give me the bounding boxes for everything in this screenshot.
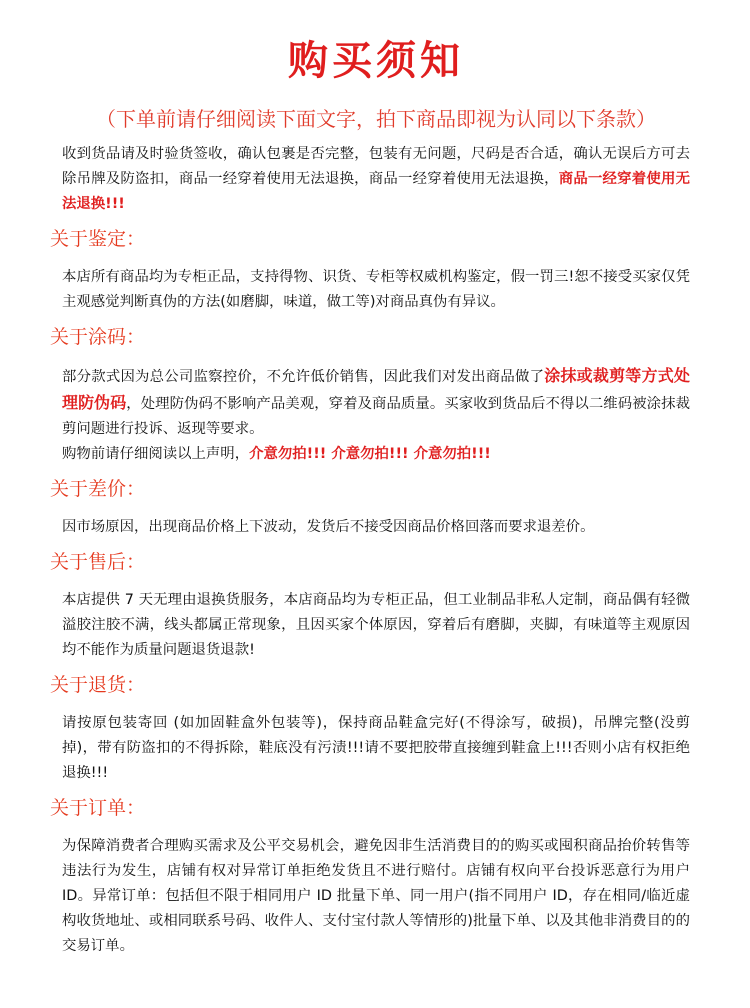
price-text: 因市场原因，出现商品价格上下波动，发货后不接受因商品价格回落而要求退差价。 bbox=[62, 519, 595, 535]
code-text-1: 部分款式因为总公司监察控价，不允许低价销售，因此我们对发出商品做了 bbox=[62, 369, 545, 385]
code-emphasis-2: 介意勿拍!!! 介意勿拍!!! 介意勿拍!!! bbox=[249, 446, 491, 462]
intro-emphasis: 商品一经穿着使用无法退换!!! bbox=[62, 171, 690, 212]
returns-heading: 关于退货： bbox=[50, 674, 146, 696]
returns-text: 请按原包装寄回 (如加固鞋盒外包装等)，保持商品鞋盒完好(不得涂写，破损)，吊牌完整(没剪掉)，带有防盗扣的不得拆除，鞋底没有污渍!!!请不要把胶带直接缠到鞋盒上!!!否则小店有权拒绝退换!!! bbox=[62, 715, 690, 781]
code-heading: 关于涂码： bbox=[50, 326, 146, 348]
code-emphasis-1: 涂抹或裁剪等方式处理防伪码 bbox=[62, 366, 690, 412]
page-subtitle: （下单前请仔细阅读下面文字，拍下商品即视为认同以下条款） bbox=[96, 107, 656, 131]
appraisal-heading: 关于鉴定： bbox=[50, 228, 146, 250]
after-sales-heading: 关于售后： bbox=[50, 551, 146, 573]
intro-paragraph bbox=[62, 142, 690, 217]
code-text-3: 购物前请仔细阅读以上声明， bbox=[62, 446, 250, 462]
price-heading: 关于差价： bbox=[50, 478, 146, 500]
orders-text: 为保障消费者合理购买需求及公平交易机会，避免因非生活消费目的的购买或囤积商品抬价转售等违法行为发生，店铺有权对异常订单拒绝发货且不进行赔付。店铺有权向平台投诉恶意行为用户 ID。异常订单：包括但不限于相同用户 ID 批量下单、同一用户(指不同用户 ID，存在相同/临近虚构收货地址、或相同联系号码、收件人、支付宝付款人等情形的)批量下单、以及其他非消费目的的交易订单。 bbox=[62, 838, 690, 954]
after-sales-text: 本店提供 7 天无理由退换货服务，本店商品均为专柜正品，但工业制品非私人定制，商品偶有轻微溢胶注胶不满，线头都属正常现象，且因买家个体原因，穿着后有磨脚，夹脚，有味道等主观原因均不能作为质量问题退货退款! bbox=[62, 592, 690, 658]
orders-heading: 关于订单： bbox=[50, 797, 146, 819]
intro-text: 收到货品请及时验货签收，确认包裹是否完整，包装有无问题，尺码是否合适，确认无误后方可去除吊牌及防盗扣，商品一经穿着使用无法退换，商品一经穿着使用无法退换， bbox=[62, 146, 690, 187]
code-text-2: ，处理防伪码不影响产品美观，穿着及商品质量。买家收到货品后不得以二维码被涂抹裁剪问题进行投诉、返现等要求。 bbox=[62, 396, 690, 437]
code-paragraph bbox=[62, 363, 690, 467]
page-title: 购买须知 bbox=[288, 38, 464, 84]
appraisal-text: 本店所有商品均为专柜正品，支持得物、识货、专柜等权威机构鉴定，假一罚三!恕不接受买家仅凭主观感觉判断真伪的方法(如磨脚，味道，做工等)对商品真伪有异议。 bbox=[62, 269, 690, 310]
